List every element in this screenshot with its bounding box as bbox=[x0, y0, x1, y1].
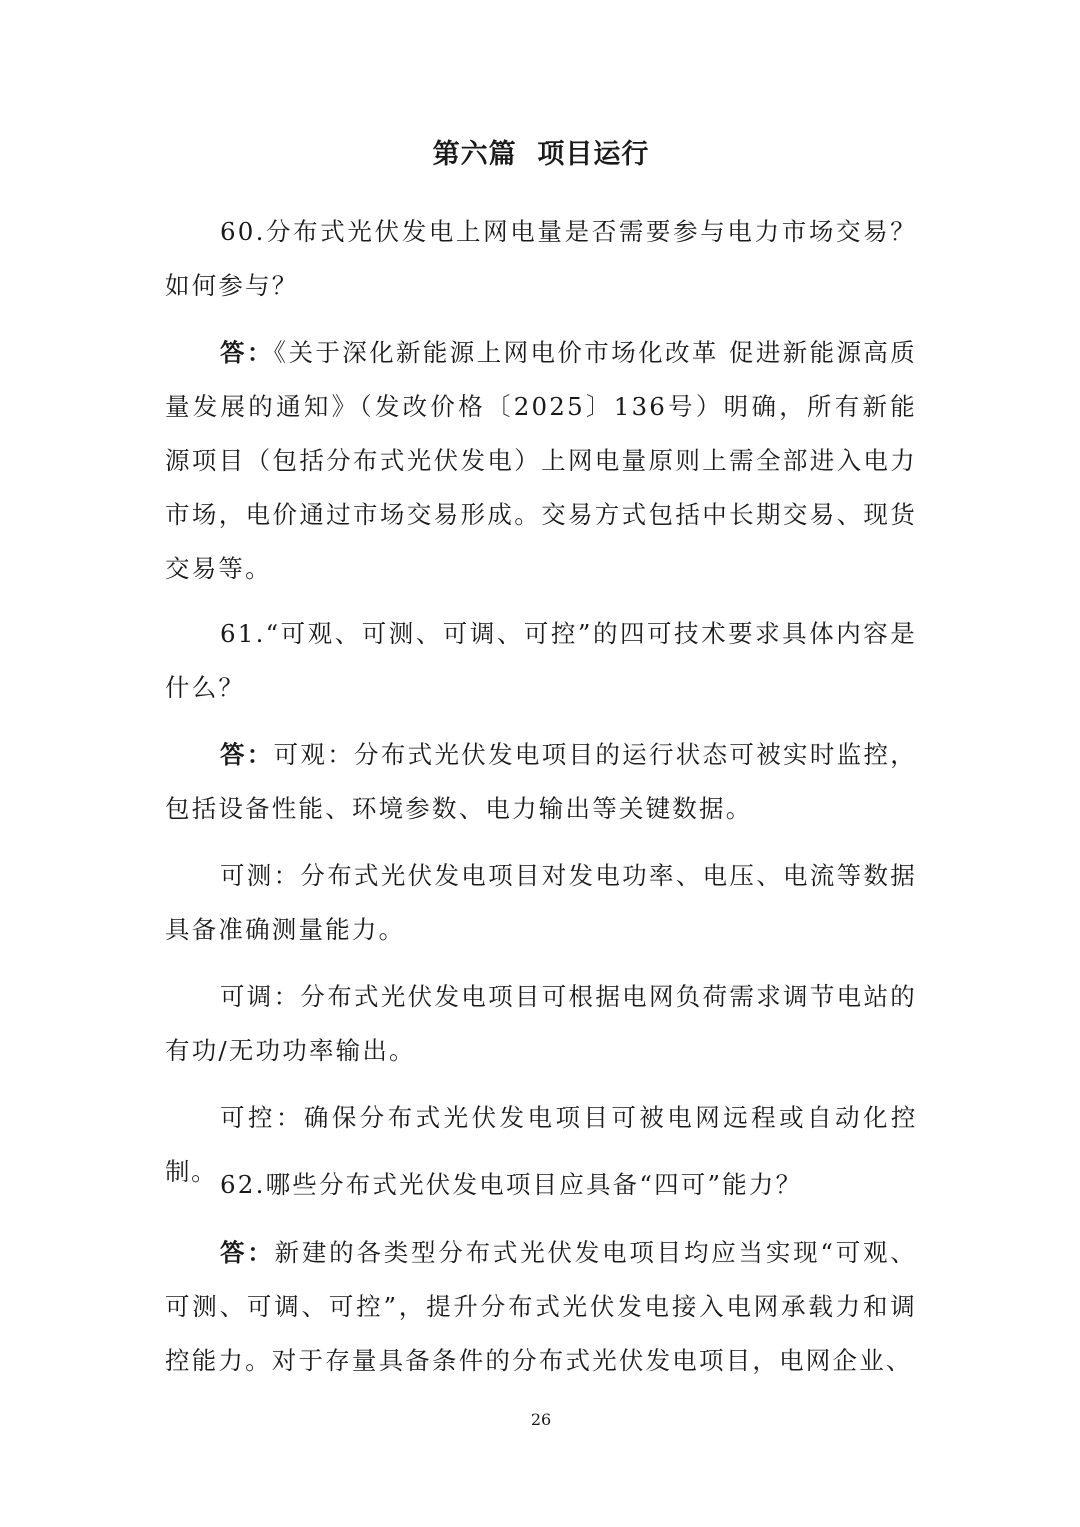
answer-label: 答： bbox=[220, 740, 274, 769]
answer-61-observable-text: 可观：分布式光伏发电项目的运行状态可被实时监控，包括设备性能、环境参数、电力输出等关键数据。 bbox=[165, 740, 917, 823]
answer-61-adjustable: 可调：分布式光伏发电项目可根据电网负荷需求调节电站的有功/无功功率输出。 bbox=[165, 982, 917, 1065]
answer-61-observable bbox=[165, 728, 917, 836]
answer-62 bbox=[165, 1226, 917, 1388]
document-page bbox=[165, 0, 917, 1527]
answer-61-controllable: 可控：确保分布式光伏发电项目可被电网远程或自动化控制。 bbox=[165, 1103, 917, 1186]
answer-label: 答： bbox=[220, 338, 274, 367]
answer-61-measurable: 可测：分布式光伏发电项目对发电功率、电压、电流等数据具备准确测量能力。 bbox=[165, 861, 917, 944]
page-number: 26 bbox=[530, 1410, 552, 1429]
answer-62-text: 新建的各类型分布式光伏发电项目均应当实现“可观、可测、可调、可控”，提升分布式光伏发电接入电网承载力和调控能力。对于存量具备条件的分布式光伏发电项目，电网企业、 bbox=[165, 1238, 918, 1375]
question-62: 62.哪些分布式光伏发电项目应具备“四可”能力？ bbox=[220, 1170, 803, 1199]
chapter-title: 第六篇 项目运行 bbox=[432, 139, 650, 170]
answer-60-text: 《关于深化新能源上网电价市场化改革 促进新能源高质量发展的通知》（发改价格〔2025〕136号）明确，所有新能源项目（包括分布式光伏发电）上网电量原则上需全部进入电力市场，电价通过市场交易形成。交易方式包括中长期交易、现货交易等。 bbox=[165, 338, 917, 583]
question-61: 61.“可观、可测、可调、可控”的四可技术要求具体内容是什么？ bbox=[165, 619, 917, 702]
answer-60 bbox=[165, 326, 917, 596]
question-60: 60.分布式光伏发电上网电量是否需要参与电力市场交易？如何参与？ bbox=[165, 217, 917, 300]
answer-label: 答： bbox=[220, 1238, 275, 1267]
